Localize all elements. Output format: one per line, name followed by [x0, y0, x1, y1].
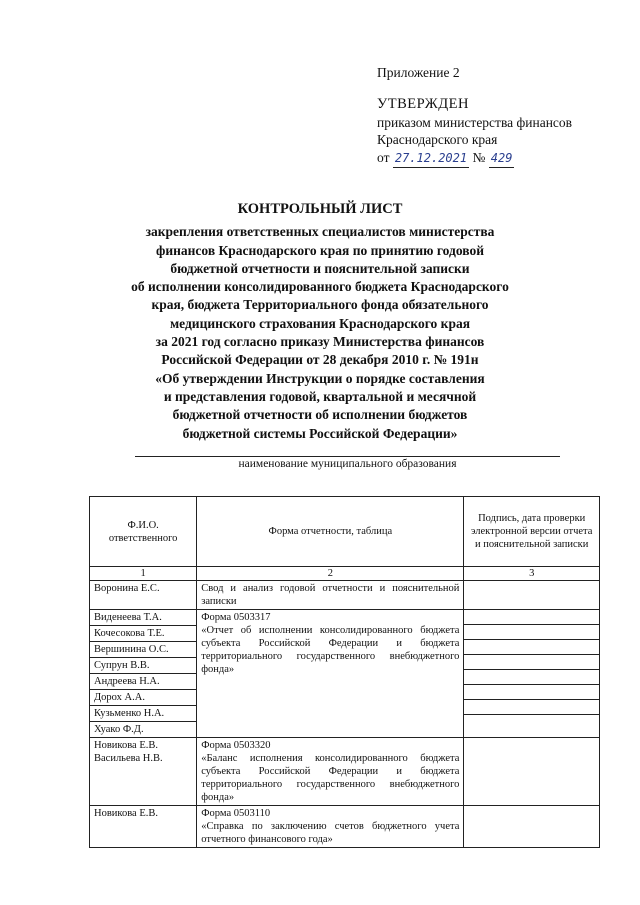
table-header-row: [90, 497, 600, 567]
form-cell: [197, 738, 464, 806]
responsible-name: Воронина Е.С.: [90, 581, 197, 610]
signature-line: [464, 640, 599, 655]
header-form: Форма отчетности, таблица: [197, 497, 464, 567]
title-line: за 2021 год согласно приказу Министерства финансов: [155, 334, 485, 350]
form-desc: «Баланс исполнения консолидированного бюджета субъекта Российской Федерации и бюджета территориального государственного внебюджетного фонда»: [201, 753, 460, 803]
title-line: края, бюджета Территориального фонда обязательного: [151, 297, 489, 313]
title-line: и представления годовой, квартальной и месячной: [163, 388, 477, 404]
signature-cell: [464, 806, 600, 848]
signature-line: [464, 685, 599, 700]
approval-date: 27.12.2021: [393, 150, 469, 169]
title-line: бюджетной отчетности об исполнении бюджетов: [172, 407, 468, 423]
approved-line-2: Краснодарского края: [377, 132, 498, 147]
signature-line: [464, 655, 599, 670]
title-line: медицинского страхования Краснодарского края: [169, 315, 471, 331]
col-number: 3: [464, 567, 600, 581]
responsible-name: Виденеева Т.А.: [90, 610, 197, 626]
document-title: [100, 200, 540, 443]
title-line: бюджетной системы Российской Федерации»: [182, 425, 458, 441]
responsible-name: Андреева Н.А.: [90, 674, 197, 690]
approval-block: [377, 96, 572, 168]
header-signature: Подпись, дата проверки электронной версии отчета и пояснительной записки: [464, 497, 600, 567]
responsible-name: Васильева Н.В.: [94, 753, 163, 764]
signature-line: [464, 625, 599, 640]
form-desc: «Справка по заключению счетов бюджетного учета отчетного финансового года»: [201, 821, 460, 845]
responsible-name: Кочесокова Т.Е.: [90, 626, 197, 642]
table-row: [90, 738, 600, 806]
col-number: 1: [90, 567, 197, 581]
form-cell: [197, 806, 464, 848]
appendix-label: Приложение 2: [377, 65, 460, 80]
responsible-name: Вершинина О.С.: [90, 642, 197, 658]
responsible-name: Дорох А.А.: [90, 690, 197, 706]
table-row: [90, 610, 600, 626]
form-code: Форма 0503110: [201, 808, 271, 819]
control-table: [89, 496, 600, 848]
responsible-name: Хуако Ф.Д.: [90, 722, 197, 738]
header-name: Ф.И.О. ответственного: [90, 497, 197, 567]
approval-number: 429: [489, 150, 515, 169]
signature-line: [464, 610, 599, 625]
approved-date-line: [377, 149, 572, 169]
column-numbers-row: [90, 567, 600, 581]
number-label: №: [472, 149, 486, 165]
form-code: Форма 0503320: [201, 740, 271, 751]
signature-cell: [464, 581, 600, 610]
signature-line: [464, 670, 599, 685]
title-main: КОНТРОЛЬНЫЙ ЛИСТ: [237, 201, 403, 217]
title-line: бюджетной отчетности и пояснительной записки: [170, 260, 470, 276]
form-cell: [197, 610, 464, 738]
approved-line-1: приказом министерства финансов: [377, 114, 573, 130]
signature-line: [464, 700, 599, 715]
responsible-name: Кузьменко Н.А.: [90, 706, 197, 722]
table-row: [90, 806, 600, 848]
form-desc: Свод и анализ годовой отчетности и пояснительной записки: [197, 581, 464, 610]
title-line: Российской Федерации от 28 декабря 2010 г. № 191н: [161, 352, 479, 368]
from-label: от: [377, 149, 390, 165]
responsible-name: Новикова Е.В.: [90, 806, 197, 848]
signature-cell: [464, 610, 600, 738]
responsible-name: Новикова Е.В.: [94, 740, 158, 751]
title-line: закрепления ответственных специалистов министерства: [145, 224, 495, 240]
form-desc: «Отчет об исполнении консолидированного бюджета субъекта Российской Федерации и бюджета территориального государственного внебюджетного фонда»: [201, 625, 460, 675]
responsible-names-cell: [90, 738, 197, 806]
title-line: «Об утверждении Инструкции о порядке составления: [155, 370, 485, 386]
approved-word: УТВЕРЖДЕН: [377, 96, 469, 112]
form-code: Форма 0503317: [201, 612, 271, 623]
title-line: финансов Краснодарского края по принятию годовой: [155, 242, 484, 258]
table-row: [90, 581, 600, 610]
responsible-name: Супрун В.В.: [90, 658, 197, 674]
signature-cell: [464, 738, 600, 806]
title-line: об исполнении консолидированного бюджета Краснодарского: [131, 279, 509, 295]
col-number: 2: [197, 567, 464, 581]
municipality-caption: наименование муниципального образования: [135, 456, 560, 470]
